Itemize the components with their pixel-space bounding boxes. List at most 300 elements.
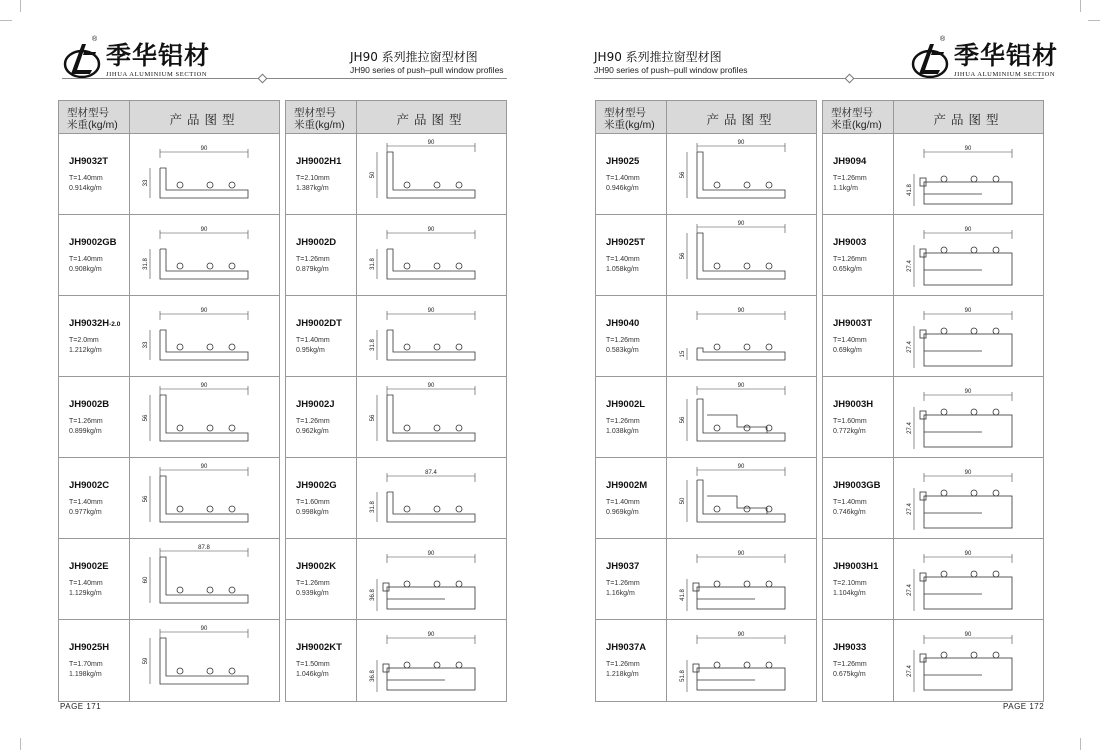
- height-dimension-label: 36.8: [370, 589, 376, 601]
- profile-rib: [404, 344, 410, 350]
- profile-body: [924, 577, 1012, 609]
- profile-code: [296, 237, 356, 248]
- profile-drawing-svg: [667, 620, 815, 700]
- profile-table-right-a: [595, 100, 817, 702]
- table-row: [823, 134, 1043, 215]
- table-row: [823, 296, 1043, 377]
- profile-code-text: JH9003: [833, 237, 867, 248]
- profile-thickness: T=1.26mm: [833, 256, 867, 263]
- profile-body: [697, 480, 785, 522]
- profile-drawing-cell: [357, 539, 506, 619]
- profile-weight: 0.879kg/m: [296, 266, 329, 273]
- profile-thickness: T=1.26mm: [606, 580, 640, 587]
- header-model-label: 型材型号: [604, 107, 646, 119]
- profile-drawing-cell: [894, 377, 1043, 457]
- profile-body: [160, 638, 248, 684]
- profile-body: [697, 348, 785, 360]
- profile-drawing-svg: [130, 377, 278, 457]
- profile-code: [606, 642, 666, 653]
- height-dimension-label: 27.4: [907, 422, 913, 434]
- profile-drawing-svg: [894, 458, 1042, 538]
- profile-info: [823, 458, 894, 538]
- profile-rib: [941, 409, 947, 415]
- profile-rib: [229, 587, 235, 593]
- profile-rib: [177, 344, 183, 350]
- height-dimension-label: 33: [143, 341, 149, 349]
- profile-rib: [404, 581, 410, 587]
- profile-weight: 0.746kg/m: [833, 509, 866, 516]
- profile-drawing-svg: [357, 539, 505, 619]
- profile-drawing-cell: [894, 539, 1043, 619]
- table-row: [59, 215, 279, 296]
- height-dimension-label: 31.8: [370, 501, 376, 513]
- header-rule: [594, 78, 1044, 79]
- profile-code-text: JH9037: [606, 561, 640, 572]
- profile-thickness: T=2.10mm: [296, 175, 330, 182]
- profile-code-text: JH9002K: [296, 561, 337, 572]
- profile-rib: [993, 328, 999, 334]
- profile-drawing-svg: [130, 134, 278, 214]
- height-dimension-label: 31.8: [370, 258, 376, 270]
- profile-drawing-svg: [894, 134, 1042, 214]
- profile-body: [387, 587, 475, 609]
- width-dimension-label: 90: [737, 383, 745, 389]
- profile-info: [59, 134, 130, 214]
- profile-thickness: T=1.40mm: [606, 175, 640, 182]
- profile-drawing: [907, 146, 1012, 206]
- height-dimension-label: 50: [680, 497, 686, 505]
- table-row: [286, 539, 506, 620]
- profile-weight: 0.962kg/m: [296, 428, 329, 435]
- profile-weight: 0.914kg/m: [69, 185, 102, 192]
- profile-rib: [766, 182, 772, 188]
- profile-rib: [993, 490, 999, 496]
- height-dimension-label: 31.8: [143, 258, 149, 270]
- profile-weight: 0.908kg/m: [69, 266, 102, 273]
- profile-weight: 0.95kg/m: [296, 347, 325, 354]
- profile-rib: [404, 662, 410, 668]
- profile-body: [924, 496, 1012, 528]
- brand-name-cn: 季华铝材: [954, 40, 1059, 70]
- profile-rib: [177, 263, 183, 269]
- profile-code: [606, 237, 666, 248]
- table-row: [286, 620, 506, 701]
- profile-rib: [207, 668, 213, 674]
- profile-body: [160, 330, 248, 360]
- profile-drawing-svg: [894, 296, 1042, 376]
- profile-drawing: [907, 632, 1012, 692]
- width-dimension-label: 90: [200, 227, 208, 233]
- profile-code-text: JH9002B: [69, 399, 110, 410]
- profile-drawing-svg: [667, 215, 815, 295]
- header-model-weight: [596, 101, 667, 133]
- header-drawing-label: 产品图型: [169, 112, 240, 127]
- profile-rib: [993, 571, 999, 577]
- profile-rib: [714, 506, 720, 512]
- profile-rib: [766, 662, 772, 668]
- profile-rib: [971, 652, 977, 658]
- height-dimension-label: 15: [680, 350, 686, 358]
- profile-weight: 1.198kg/m: [69, 671, 102, 678]
- profile-drawing-svg: [894, 539, 1042, 619]
- profile-code: [296, 480, 356, 491]
- profile-rib: [456, 344, 462, 350]
- profile-code: [69, 561, 129, 572]
- header-model-weight: [59, 101, 130, 133]
- profile-drawing: [680, 632, 785, 692]
- profile-rib: [229, 182, 235, 188]
- profile-drawing-svg: [357, 134, 505, 214]
- height-dimension-label: 60: [143, 576, 149, 584]
- profile-rib: [766, 263, 772, 269]
- profile-rib: [456, 263, 462, 269]
- height-dimension-label: 27.4: [907, 260, 913, 272]
- profile-code-text: JH9040: [606, 318, 640, 329]
- width-dimension-label: 90: [964, 632, 972, 638]
- profile-drawing-cell: [357, 134, 506, 214]
- title-cn: JH90 系列推拉窗型材图: [594, 50, 722, 64]
- profile-drawing-cell: [667, 134, 816, 214]
- profile-table-left-a: [58, 100, 280, 702]
- profile-code: [833, 399, 893, 410]
- profile-table-left-b: [285, 100, 507, 702]
- page-172: [550, 0, 1100, 750]
- profile-weight: 0.977kg/m: [69, 509, 102, 516]
- profile-code: [833, 561, 893, 572]
- height-dimension-label: 56: [143, 414, 149, 422]
- profile-weight: 0.675kg/m: [833, 671, 866, 678]
- width-dimension-label: 90: [200, 308, 208, 314]
- width-dimension-label: 90: [427, 308, 435, 314]
- profile-body: [697, 587, 785, 609]
- profile-rib: [714, 425, 720, 431]
- width-dimension-label: 90: [737, 140, 745, 146]
- table-row: [823, 377, 1043, 458]
- profile-rib: [456, 506, 462, 512]
- profile-info: [286, 539, 357, 619]
- profile-weight: 0.583kg/m: [606, 347, 639, 354]
- profile-rib: [456, 425, 462, 431]
- profile-thickness: T=1.60mm: [833, 418, 867, 425]
- width-dimension-label: 90: [964, 227, 972, 233]
- profile-drawing: [143, 146, 248, 198]
- profile-rib: [971, 409, 977, 415]
- width-dimension-label: 90: [964, 551, 972, 557]
- profile-body: [697, 399, 785, 441]
- profile-drawing: [370, 308, 475, 360]
- profile-code: [296, 399, 356, 410]
- profile-drawing-svg: [357, 458, 505, 538]
- profile-rib: [744, 506, 750, 512]
- profile-rib: [207, 263, 213, 269]
- profile-info: [823, 620, 894, 701]
- width-dimension-label: 90: [737, 221, 745, 227]
- profile-thickness: T=1.40mm: [69, 256, 103, 263]
- brand-name-cn: 季华铝材: [106, 40, 211, 70]
- profile-rib: [971, 328, 977, 334]
- header-drawing-label: 产品图型: [706, 112, 777, 127]
- profile-code: [606, 480, 666, 491]
- diamond-ornament-icon: [258, 74, 268, 84]
- table-row: [286, 377, 506, 458]
- table-header: [59, 101, 279, 134]
- height-dimension-label: 56: [680, 252, 686, 260]
- width-dimension-label: 90: [200, 626, 208, 632]
- profile-rib: [434, 581, 440, 587]
- profile-code-text: JH9002H1: [296, 156, 342, 167]
- table-row: [286, 296, 506, 377]
- profile-thickness: T=1.26mm: [833, 661, 867, 668]
- profile-drawing-svg: [130, 296, 278, 376]
- profile-code: [69, 237, 129, 248]
- profile-info: [596, 539, 667, 619]
- profile-rib: [229, 668, 235, 674]
- profile-info: [59, 215, 130, 295]
- profile-drawing-cell: [667, 296, 816, 376]
- profile-drawing-svg: [130, 620, 278, 700]
- profile-thickness: T=1.26mm: [606, 337, 640, 344]
- profile-code-text: JH9003H1: [833, 561, 879, 572]
- logo-mark-icon: [62, 40, 102, 80]
- profile-drawing-cell: [894, 458, 1043, 538]
- profile-thickness: T=2.0mm: [69, 337, 99, 344]
- width-dimension-label: 90: [200, 464, 208, 470]
- profile-thickness: T=1.40mm: [69, 175, 103, 182]
- profile-code-text: JH9037A: [606, 642, 647, 653]
- profile-drawing: [680, 308, 785, 360]
- profile-weight: 0.998kg/m: [296, 509, 329, 516]
- profile-weight: 1.129kg/m: [69, 590, 102, 597]
- profile-rib: [229, 506, 235, 512]
- profile-info: [596, 458, 667, 538]
- profile-rib: [714, 344, 720, 350]
- profile-drawing: [143, 464, 248, 522]
- profile-drawing-cell: [357, 458, 506, 538]
- profile-rib: [971, 247, 977, 253]
- profile-drawing-svg: [894, 377, 1042, 457]
- profile-code-text: JH9003T: [833, 318, 873, 329]
- profile-rib: [744, 182, 750, 188]
- profile-rib: [766, 344, 772, 350]
- profile-drawing-svg: [894, 215, 1042, 295]
- profile-info: [596, 620, 667, 701]
- profile-weight: 1.1kg/m: [833, 185, 858, 192]
- table-row: [596, 134, 816, 215]
- profile-info: [59, 377, 130, 457]
- profile-info: [596, 296, 667, 376]
- profile-weight: 0.69kg/m: [833, 347, 862, 354]
- profile-info: [286, 458, 357, 538]
- profile-drawing: [143, 227, 248, 279]
- profile-rib: [941, 176, 947, 182]
- profile-thickness: T=1.26mm: [296, 580, 330, 587]
- table-row: [286, 134, 506, 215]
- profile-drawing: [680, 383, 785, 441]
- profile-thickness: T=1.50mm: [296, 661, 330, 668]
- profile-drawing: [680, 464, 785, 522]
- profile-body: [160, 168, 248, 198]
- profile-rib: [177, 506, 183, 512]
- profile-drawing-svg: [894, 620, 1042, 700]
- profile-rib: [971, 176, 977, 182]
- header-model-label: 型材型号: [831, 107, 873, 119]
- height-dimension-label: 50: [370, 171, 376, 179]
- profile-code-text: JH9002D: [296, 237, 337, 248]
- profile-drawing-cell: [130, 620, 279, 701]
- table-row: [823, 215, 1043, 296]
- profile-drawing: [370, 140, 475, 198]
- profile-weight: 1.058kg/m: [606, 266, 639, 273]
- profile-table-right-b: [822, 100, 1044, 702]
- title-cn: JH90 系列推拉窗型材图: [350, 50, 478, 64]
- profile-rib: [941, 247, 947, 253]
- width-dimension-label: 90: [427, 140, 435, 146]
- profile-rib: [744, 662, 750, 668]
- table-row: [823, 458, 1043, 539]
- width-dimension-label: 90: [737, 464, 745, 470]
- profile-drawing: [907, 389, 1012, 449]
- profile-thickness: T=1.26mm: [296, 256, 330, 263]
- profile-body: [924, 415, 1012, 447]
- profile-code-text: JH9002M: [606, 480, 648, 491]
- header-title: [350, 48, 504, 75]
- profile-drawing: [907, 227, 1012, 287]
- profile-drawing: [907, 551, 1012, 611]
- table-row: [596, 458, 816, 539]
- profile-drawing: [680, 221, 785, 279]
- table-row: [823, 539, 1043, 620]
- height-dimension-label: 27.4: [907, 503, 913, 515]
- profile-body: [387, 395, 475, 441]
- profile-weight: 0.772kg/m: [833, 428, 866, 435]
- profile-drawing-cell: [894, 134, 1043, 214]
- profile-code-text: JH9002G: [296, 480, 337, 491]
- width-dimension-label: 87.4: [425, 470, 437, 476]
- profile-drawing-svg: [357, 296, 505, 376]
- profile-code-text: JH9002DT: [296, 318, 342, 329]
- profile-drawing-cell: [130, 215, 279, 295]
- page-number: PAGE 172: [1003, 702, 1045, 711]
- registered-mark: ®: [92, 36, 98, 43]
- profile-weight: 1.16kg/m: [606, 590, 635, 597]
- crop-mark: [1080, 0, 1081, 12]
- profile-rib: [993, 247, 999, 253]
- width-dimension-label: 90: [964, 308, 972, 314]
- width-dimension-label: 90: [737, 632, 745, 638]
- profile-rib: [177, 668, 183, 674]
- profile-info: [286, 215, 357, 295]
- profile-drawing: [680, 140, 785, 198]
- profile-info: [59, 620, 130, 701]
- width-dimension-label: 90: [427, 227, 435, 233]
- profile-weight: 1.046kg/m: [296, 671, 329, 678]
- profile-drawing: [907, 470, 1012, 530]
- width-dimension-label: 90: [964, 470, 972, 476]
- width-dimension-label: 90: [427, 383, 435, 389]
- profile-info: [596, 134, 667, 214]
- profile-code-text: JH9032T: [69, 156, 109, 167]
- profile-thickness: T=1.26mm: [833, 175, 867, 182]
- profile-code: [833, 237, 893, 248]
- profile-code-text: JH9002C: [69, 480, 110, 491]
- profile-code-text: JH9003GB: [833, 480, 881, 491]
- profile-weight: 0.939kg/m: [296, 590, 329, 597]
- profile-code-text: JH9033: [833, 642, 867, 653]
- header-model-label: 型材型号: [67, 107, 109, 119]
- height-dimension-label: 36.8: [370, 670, 376, 682]
- height-dimension-label: 51.8: [680, 670, 686, 682]
- profile-code: [833, 318, 893, 329]
- profile-drawing: [370, 227, 475, 279]
- profile-code: [606, 318, 666, 329]
- profile-drawing-svg: [130, 458, 278, 538]
- profile-rib: [971, 490, 977, 496]
- table-row: [59, 620, 279, 701]
- width-dimension-label: 90: [737, 308, 745, 314]
- profile-body: [387, 668, 475, 690]
- profile-weight: 0.946kg/m: [606, 185, 639, 192]
- profile-rib: [207, 506, 213, 512]
- profile-rib: [207, 425, 213, 431]
- registered-mark: ®: [940, 36, 946, 43]
- profile-info: [286, 620, 357, 701]
- table-header: [596, 101, 816, 134]
- brand-name-en: JIHUA ALUMINIUM SECTION: [954, 70, 1056, 78]
- profile-info: [286, 134, 357, 214]
- crop-mark: [20, 0, 21, 12]
- profile-code-text: JH9002L: [606, 399, 646, 410]
- title-en: JH90 series of push–pull window profiles: [594, 65, 748, 75]
- header-weight-label: 米重(kg/m): [67, 119, 118, 131]
- profile-code-suffix: -2.0: [109, 321, 121, 328]
- title-en: JH90 series of push–pull window profiles: [350, 65, 504, 75]
- crop-mark: [1080, 738, 1081, 750]
- table-row: [59, 377, 279, 458]
- profile-drawing: [143, 545, 248, 603]
- width-dimension-label: 87.8: [198, 545, 210, 551]
- profile-thickness: T=1.40mm: [296, 337, 330, 344]
- profile-drawing-svg: [667, 134, 815, 214]
- height-dimension-label: 31.8: [370, 339, 376, 351]
- profile-drawing-cell: [357, 620, 506, 701]
- height-dimension-label: 56: [680, 416, 686, 424]
- profile-body: [160, 395, 248, 441]
- profile-info: [823, 215, 894, 295]
- profile-info: [823, 377, 894, 457]
- profile-rib: [941, 652, 947, 658]
- profile-drawing-cell: [130, 458, 279, 538]
- profile-thickness: T=1.26mm: [296, 418, 330, 425]
- profile-drawing: [370, 470, 475, 522]
- table-row: [286, 215, 506, 296]
- profile-drawing-cell: [667, 215, 816, 295]
- profile-drawing-cell: [667, 539, 816, 619]
- brand-logo: [62, 36, 211, 80]
- profile-code: [606, 399, 666, 410]
- profile-drawing: [370, 551, 475, 611]
- profile-drawing: [143, 383, 248, 441]
- profile-rib: [993, 176, 999, 182]
- profile-body: [387, 492, 475, 522]
- profile-rib: [207, 344, 213, 350]
- height-dimension-label: 41.8: [680, 589, 686, 601]
- profile-thickness: T=2.10mm: [833, 580, 867, 587]
- profile-info: [59, 458, 130, 538]
- profile-weight: 0.65kg/m: [833, 266, 862, 273]
- table-row: [596, 620, 816, 701]
- height-dimension-label: 56: [143, 495, 149, 503]
- profile-code: [69, 642, 129, 653]
